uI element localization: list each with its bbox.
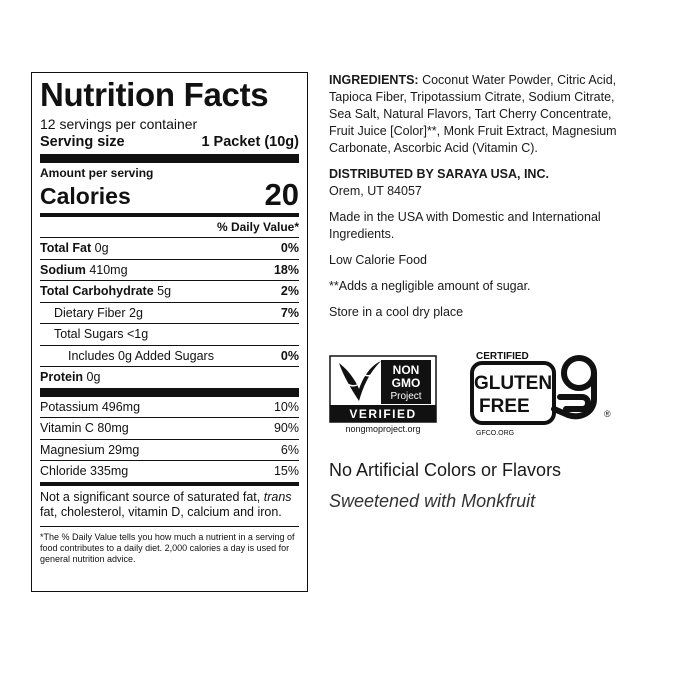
- monkfruit-claim: Sweetened with Monkfruit: [329, 491, 536, 511]
- thick-divider: [40, 154, 299, 163]
- nongmo-project: Project: [390, 391, 422, 402]
- nongmo-url: nongmoproject.org: [345, 424, 421, 434]
- nutrient-row-dietary-fiber: Dietary Fiber 2g 7%: [40, 303, 299, 325]
- calories-label: Calories: [40, 183, 131, 209]
- origin-statement: Made in the USA with Domestic and International Ingredients.: [329, 210, 601, 241]
- no-artificial-claim: No Artificial Colors or Flavors: [329, 460, 562, 480]
- daily-value-footnote: *The % Daily Value tells you how much a nutrient in a serving of food contributes to a daily diet. 2,000 calories a day is used for general nutrition advice.: [40, 531, 295, 564]
- gf-certified: CERTIFIED: [476, 351, 529, 362]
- low-calorie-statement: Low Calorie Food: [329, 253, 427, 267]
- nutrient-row-total-carbohydrate: Total Carbohydrate 5g 2%: [40, 281, 299, 303]
- servings-per-container: 12 servings per container: [40, 116, 198, 132]
- gf-url: GFCO.ORG: [476, 430, 515, 437]
- nongmo-verified: VERIFIED: [349, 407, 417, 421]
- nutrient-row-added-sugars: Includes 0g Added Sugars 0%: [40, 346, 299, 368]
- nongmo-gmo: GMO: [391, 376, 421, 390]
- nutrition-facts-panel: [31, 72, 308, 592]
- distributor-address: Orem, UT 84057: [329, 184, 422, 198]
- nutrient-row-total-fat: Total Fat 0g 0%: [40, 238, 299, 260]
- butterfly-icon: [339, 361, 381, 401]
- mineral-row-magnesium: Magnesium 29mg 6%: [40, 440, 299, 462]
- certified-gluten-free-badge: [470, 349, 615, 439]
- serving-size-value: 1 Packet (10g): [201, 134, 299, 150]
- mineral-row-potassium: Potassium 496mg 10%: [40, 397, 299, 419]
- thick-divider: [40, 388, 299, 397]
- calories-value: 20: [264, 177, 299, 212]
- distributor-name: DISTRIBUTED BY SARAYA USA, INC.: [329, 167, 549, 181]
- non-gmo-verified-badge: [329, 355, 437, 435]
- gf-gluten: GLUTEN: [473, 373, 553, 394]
- mineral-row-vitamin-c: Vitamin C 80mg 90%: [40, 418, 299, 440]
- nutrient-row-sodium: Sodium 410mg 18%: [40, 260, 299, 282]
- gf-registered: ®: [604, 409, 611, 419]
- calories-row: [40, 177, 299, 212]
- amount-per-serving: Amount per serving: [40, 166, 154, 180]
- storage-instructions: Store in a cool dry place: [329, 305, 464, 319]
- nongmo-non: NON: [392, 363, 420, 377]
- serving-size-label: Serving size: [40, 134, 125, 150]
- not-significant-note: Not a significant source of saturated fat, trans fat, cholesterol, vitamin D, calcium and iron.: [40, 490, 299, 527]
- daily-value-header: % Daily Value*: [40, 217, 299, 238]
- gfco-g-icon: [554, 358, 594, 416]
- mineral-row-chloride: Chloride 335mg 15%: [40, 464, 299, 478]
- label-info-column: [329, 72, 629, 321]
- gf-free: FREE: [479, 396, 530, 417]
- ingredients-text: INGREDIENTS: Coconut Water Powder, Citric Acid, Tapioca Fiber, Tripotassium Citrate, Sodium Citrate, Sea Salt, Natural Flavors, Tart Cherry Concentrate, Fruit Juice [Color]**, Monk Fruit Extract, Magnesium Carbonate, Ascorbic Acid (Vitamin C).: [329, 73, 617, 155]
- nutrient-row-total-sugars: Total Sugars <1g: [40, 324, 299, 346]
- medium-divider: [40, 482, 299, 486]
- nutrient-row-protein: Protein 0g: [40, 370, 101, 384]
- serving-size-row: [40, 133, 299, 151]
- sugar-note: **Adds a negligible amount of sugar.: [329, 279, 531, 293]
- nutrition-title: Nutrition Facts: [40, 76, 269, 113]
